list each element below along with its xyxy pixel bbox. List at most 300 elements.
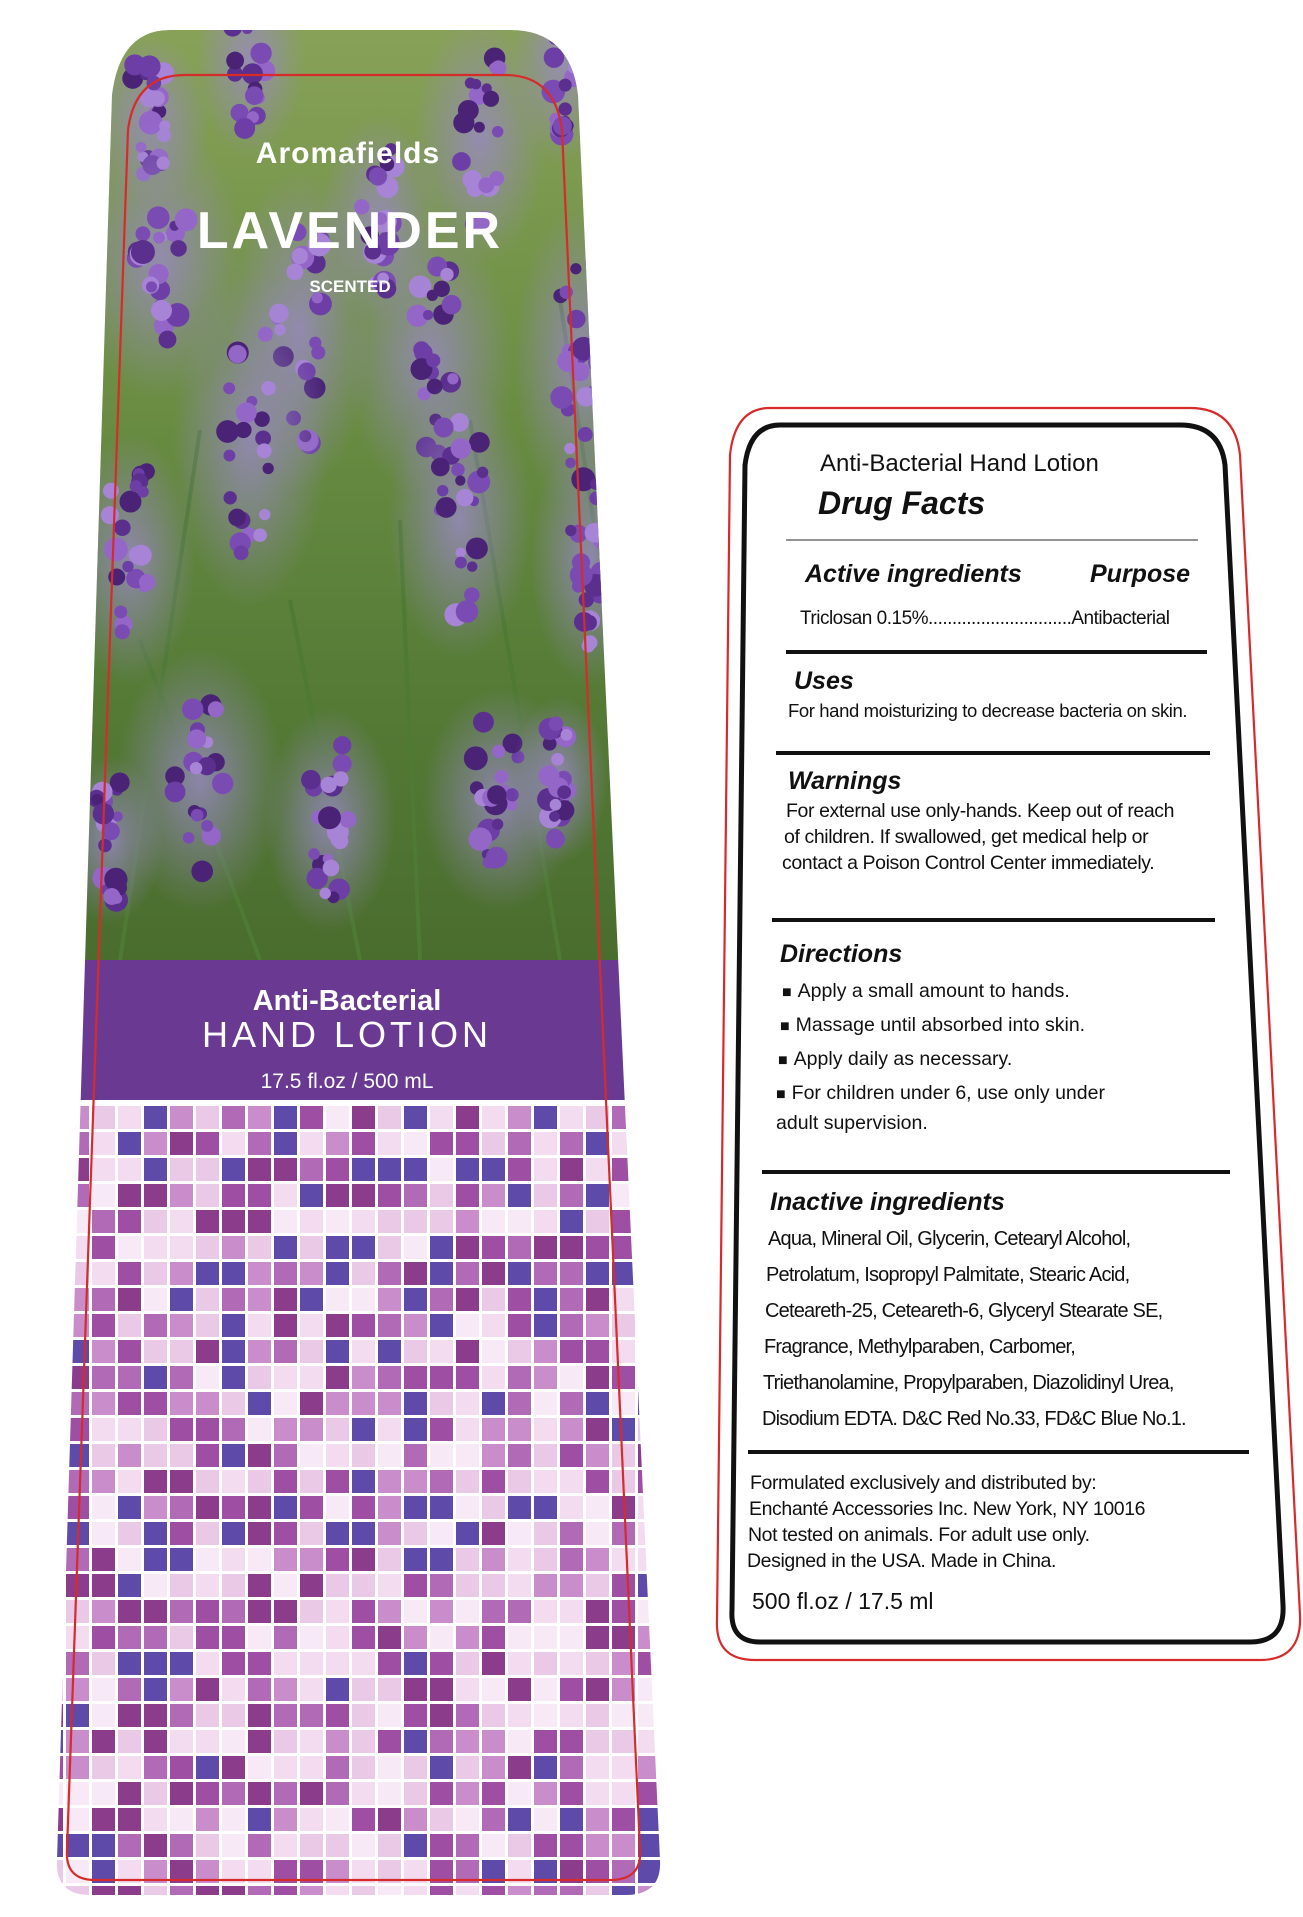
- mosaic-tile: [378, 1548, 401, 1571]
- lavender-floret: [547, 0, 570, 20]
- mosaic-tile: [66, 1678, 89, 1701]
- mosaic-tile: [40, 1808, 63, 1831]
- mosaic-tile: [612, 1548, 635, 1571]
- mosaic-tile: [378, 1756, 401, 1779]
- lavender-floret: [323, 860, 340, 877]
- lavender-floret: [558, 102, 571, 115]
- mosaic-tile: [66, 1262, 89, 1285]
- directions-item: ■ Apply daily as necessary.: [778, 1048, 1012, 1071]
- mosaic-tile: [92, 1314, 115, 1337]
- mosaic-tile: [300, 1158, 323, 1181]
- lavender-floret: [489, 63, 499, 73]
- mosaic-tile: [482, 1314, 505, 1337]
- lavender-floret: [456, 600, 478, 622]
- mosaic-tile: [586, 1834, 609, 1857]
- mosaic-tile: [144, 1574, 167, 1597]
- mosaic-tile: [92, 1600, 115, 1623]
- lavender-floret: [258, 14, 270, 26]
- mosaic-tile: [586, 1444, 609, 1467]
- mosaic-tile: [196, 1834, 219, 1857]
- lavender-floret: [259, 509, 270, 520]
- mosaic-tile: [118, 1496, 141, 1519]
- lavender-floret: [108, 569, 125, 586]
- directions-tail: adult supervision.: [776, 1112, 928, 1134]
- lavender-floret: [190, 762, 202, 774]
- distributor-line: Formulated exclusively and distributed by:: [750, 1472, 1097, 1494]
- mosaic-tile: [144, 1522, 167, 1545]
- mosaic-tile: [560, 1158, 583, 1181]
- flower-stem: [60, 300, 100, 700]
- mosaic-tile: [456, 1704, 479, 1727]
- mosaic-tile: [274, 1782, 297, 1805]
- lavender-floret: [253, 528, 267, 542]
- mosaic-tile: [170, 1262, 193, 1285]
- mosaic-tile: [274, 1678, 297, 1701]
- mosaic-tile: [352, 1236, 375, 1259]
- mosaic-tile: [534, 1106, 557, 1129]
- mosaic-tile: [248, 1626, 271, 1649]
- lavender-floret: [540, 6, 563, 29]
- lavender-floret: [333, 736, 351, 754]
- mosaic-tile: [248, 1288, 271, 1311]
- mosaic-tile: [326, 1834, 349, 1857]
- mosaic-tile: [430, 1444, 453, 1467]
- mosaic-tile: [144, 1496, 167, 1519]
- mosaic-tile: [638, 1418, 661, 1441]
- inactive-heading: Inactive ingredients: [770, 1188, 1005, 1216]
- mosaic-tile: [248, 1756, 271, 1779]
- mosaic-tile: [248, 1522, 271, 1545]
- mosaic-tile: [196, 1418, 219, 1441]
- mosaic-tile: [534, 1808, 557, 1831]
- mosaic-tile: [456, 1132, 479, 1155]
- mosaic-tile: [222, 1158, 245, 1181]
- mosaic-tile: [196, 1392, 219, 1415]
- mosaic-tile: [560, 1678, 583, 1701]
- mosaic-tile: [404, 1314, 427, 1337]
- lavender-floret: [131, 240, 155, 264]
- lavender-floret: [138, 55, 160, 77]
- mosaic-tile: [274, 1314, 297, 1337]
- mosaic-tile: [560, 1730, 583, 1753]
- mosaic-tile: [222, 1834, 245, 1857]
- mosaic-tile: [560, 1600, 583, 1623]
- lavender-floret: [590, 478, 601, 489]
- mosaic-tile: [404, 1470, 427, 1493]
- mosaic-tile: [248, 1106, 271, 1129]
- lavender-floret: [191, 861, 213, 883]
- mosaic-tile: [534, 1652, 557, 1675]
- flower-glow: [64, 434, 196, 686]
- mosaic-tile: [404, 1210, 427, 1233]
- lavender-floret: [228, 509, 246, 527]
- mosaic-tile: [300, 1418, 323, 1441]
- mosaic-tile: [66, 1704, 89, 1727]
- mosaic-tile: [482, 1652, 505, 1675]
- mosaic-tile: [612, 1132, 635, 1155]
- mosaic-tile: [144, 1158, 167, 1181]
- mosaic-tile: [326, 1730, 349, 1753]
- mosaic-tile: [118, 1522, 141, 1545]
- mosaic-tile: [196, 1444, 219, 1467]
- mosaic-tile: [534, 1782, 557, 1805]
- mosaic-tile: [404, 1106, 427, 1129]
- mosaic-tile: [326, 1548, 349, 1571]
- mosaic-tile: [560, 1236, 583, 1259]
- mosaic-tile: [144, 1782, 167, 1805]
- mosaic-tile: [326, 1262, 349, 1285]
- lavender-floret: [223, 18, 242, 37]
- mosaic-tile: [378, 1626, 401, 1649]
- mosaic-tile: [664, 1366, 687, 1389]
- lavender-floret: [434, 418, 454, 438]
- mosaic-tile: [430, 1756, 453, 1779]
- mosaic-tile: [378, 1782, 401, 1805]
- lavender-floret: [426, 353, 440, 367]
- mosaic-tile: [326, 1522, 349, 1545]
- mosaic-tile: [300, 1184, 323, 1207]
- mosaic-tile: [404, 1600, 427, 1623]
- mosaic-tile: [222, 1548, 245, 1571]
- mosaic-tile: [508, 1704, 531, 1727]
- mosaic-tile: [170, 1626, 193, 1649]
- mosaic-tile: [92, 1574, 115, 1597]
- mosaic-tile: [66, 1834, 89, 1857]
- mosaic-tile: [222, 1652, 245, 1675]
- lavender-floret: [153, 232, 165, 244]
- mosaic-tile: [222, 1756, 245, 1779]
- mosaic-tile: [300, 1314, 323, 1337]
- mosaic-tile: [118, 1184, 141, 1207]
- mosaic-tile: [352, 1392, 375, 1415]
- mosaic-pattern: [40, 1106, 687, 1909]
- mosaic-tile: [456, 1470, 479, 1493]
- mosaic-tile: [560, 1496, 583, 1519]
- mosaic-tile: [638, 1158, 661, 1181]
- lavender-floret: [588, 351, 610, 373]
- mosaic-tile: [326, 1808, 349, 1831]
- mosaic-tile: [508, 1626, 531, 1649]
- lavender-floret: [576, 387, 596, 407]
- mosaic-tile: [40, 1236, 63, 1259]
- mosaic-tile: [144, 1548, 167, 1571]
- lavender-floret: [559, 79, 572, 92]
- lavender-floret: [474, 122, 485, 133]
- mosaic-tile: [300, 1496, 323, 1519]
- mosaic-tile: [482, 1886, 505, 1909]
- mosaic-tile: [430, 1210, 453, 1233]
- mosaic-tile: [456, 1496, 479, 1519]
- mosaic-tile: [300, 1210, 323, 1233]
- mosaic-tile: [430, 1418, 453, 1441]
- mosaic-tile: [638, 1444, 661, 1467]
- mosaic-tile: [482, 1574, 505, 1597]
- mosaic-tile: [560, 1704, 583, 1727]
- mosaic-tile: [248, 1730, 271, 1753]
- mosaic-tile: [560, 1106, 583, 1129]
- mosaic-tile: [586, 1392, 609, 1415]
- mosaic-tile: [508, 1834, 531, 1857]
- mosaic-tile: [300, 1704, 323, 1727]
- mosaic-tile: [170, 1106, 193, 1129]
- mosaic-tile: [508, 1132, 531, 1155]
- mosaic-tile: [92, 1470, 115, 1493]
- lavender-floret: [544, 47, 564, 67]
- mosaic-tile: [248, 1496, 271, 1519]
- mosaic-tile: [664, 1314, 687, 1337]
- mosaic-tile: [144, 1366, 167, 1389]
- lavender-floret: [550, 386, 573, 409]
- lavender-floret: [122, 561, 133, 572]
- lavender-floret: [554, 30, 569, 45]
- mosaic-tile: [430, 1730, 453, 1753]
- mosaic-tile: [586, 1314, 609, 1337]
- mosaic-tile: [92, 1548, 115, 1571]
- mosaic-tile: [170, 1366, 193, 1389]
- mosaic-tile: [66, 1132, 89, 1155]
- mosaic-tile: [534, 1314, 557, 1337]
- mosaic-tile: [482, 1392, 505, 1415]
- mosaic-tile: [300, 1522, 323, 1545]
- mosaic-tile: [560, 1548, 583, 1571]
- mosaic-tile: [66, 1106, 89, 1129]
- mosaic-tile: [40, 1184, 63, 1207]
- mosaic-tile: [170, 1444, 193, 1467]
- mosaic-tile: [222, 1600, 245, 1623]
- mosaic-tile: [222, 1366, 245, 1389]
- mosaic-tile: [144, 1340, 167, 1363]
- lavender-floret: [559, 0, 570, 9]
- mosaic-tile: [40, 1262, 63, 1285]
- mosaic-tile: [326, 1132, 349, 1155]
- mosaic-tile: [482, 1158, 505, 1181]
- mosaic-tile: [170, 1158, 193, 1181]
- directions-item: ■ For children under 6, use only under: [776, 1082, 1105, 1105]
- lavender-floret: [451, 463, 464, 476]
- mosaic-tile: [144, 1262, 167, 1285]
- mosaic-tile: [508, 1444, 531, 1467]
- mosaic-tile: [144, 1834, 167, 1857]
- mosaic-tile: [118, 1756, 141, 1779]
- lavender-floret: [436, 497, 457, 518]
- mosaic-tile: [326, 1288, 349, 1311]
- mosaic-tile: [144, 1418, 167, 1441]
- lavender-floret: [308, 848, 320, 860]
- mosaic-tile: [404, 1132, 427, 1155]
- lavender-floret: [565, 525, 576, 536]
- lavender-floret: [455, 547, 465, 557]
- mosaic-tile: [118, 1470, 141, 1493]
- mosaic-tile: [170, 1496, 193, 1519]
- mosaic-tile: [560, 1314, 583, 1337]
- mosaic-tile: [456, 1288, 479, 1311]
- mosaic-tile: [300, 1548, 323, 1571]
- mosaic-tile: [586, 1782, 609, 1805]
- mosaic-tile: [378, 1652, 401, 1675]
- lavender-floret: [572, 337, 596, 361]
- mosaic-tile: [664, 1340, 687, 1363]
- mosaic-tile: [222, 1730, 245, 1753]
- mosaic-tile: [144, 1444, 167, 1467]
- mosaic-tile: [274, 1626, 297, 1649]
- mosaic-tile: [40, 1600, 63, 1623]
- mosaic-tile: [222, 1340, 245, 1363]
- mosaic-tile: [430, 1184, 453, 1207]
- mosaic-tile: [586, 1236, 609, 1259]
- mosaic-tile: [118, 1210, 141, 1233]
- mosaic-tile: [508, 1470, 531, 1493]
- mosaic-tile: [456, 1652, 479, 1675]
- mosaic-tile: [456, 1184, 479, 1207]
- mosaic-tile: [404, 1704, 427, 1727]
- mosaic-tile: [326, 1782, 349, 1805]
- lavender-floret: [331, 835, 341, 845]
- mosaic-tile: [92, 1496, 115, 1519]
- lavender-floret: [464, 746, 488, 770]
- lavender-floret: [147, 206, 170, 229]
- mosaic-tile: [534, 1210, 557, 1233]
- mosaic-tile: [482, 1470, 505, 1493]
- lavender-floret: [261, 381, 276, 396]
- mosaic-tile: [196, 1548, 219, 1571]
- mosaic-tile: [482, 1730, 505, 1753]
- lavender-floret: [592, 362, 604, 374]
- mosaic-tile: [40, 1158, 63, 1181]
- mosaic-tile: [664, 1652, 687, 1675]
- mosaic-tile: [482, 1522, 505, 1545]
- mosaic-tile: [92, 1756, 115, 1779]
- lavender-floret: [585, 255, 602, 272]
- mosaic-tile: [170, 1470, 193, 1493]
- mosaic-tile: [612, 1158, 635, 1181]
- mosaic-tile: [664, 1600, 687, 1623]
- mosaic-tile: [664, 1470, 687, 1493]
- purpose-heading: Purpose: [1090, 560, 1191, 588]
- mosaic-tile: [118, 1132, 141, 1155]
- mosaic-tile: [92, 1418, 115, 1441]
- mosaic-tile: [534, 1834, 557, 1857]
- mosaic-tile: [40, 1132, 63, 1155]
- mosaic-tile: [196, 1600, 219, 1623]
- mosaic-tile: [664, 1522, 687, 1545]
- lavender-floret: [159, 331, 177, 349]
- mosaic-tile: [378, 1496, 401, 1519]
- mosaic-tile: [482, 1184, 505, 1207]
- mosaic-tile: [482, 1210, 505, 1233]
- mosaic-tile: [560, 1366, 583, 1389]
- mosaic-tile: [222, 1288, 245, 1311]
- mosaic-tile: [456, 1886, 479, 1909]
- mosaic-tile: [92, 1730, 115, 1753]
- lavender-floret: [551, 753, 564, 766]
- drug-facts-label: [700, 380, 1303, 1680]
- mosaic-tile: [378, 1808, 401, 1831]
- lavender-floret: [250, 43, 271, 64]
- mosaic-tile: [274, 1262, 297, 1285]
- lavender-floret: [593, 352, 603, 362]
- inactive-line: Triethanolamine, Propylparaben, Diazolidinyl Urea,: [763, 1372, 1174, 1394]
- mosaic-tile: [482, 1756, 505, 1779]
- mosaic-tile: [66, 1158, 89, 1181]
- mosaic-tile: [456, 1444, 479, 1467]
- mosaic-tile: [378, 1210, 401, 1233]
- mosaic-tile: [300, 1106, 323, 1129]
- mosaic-tile: [170, 1600, 193, 1623]
- mosaic-tile: [170, 1808, 193, 1831]
- mosaic-tile: [40, 1574, 63, 1597]
- lavender-floret: [579, 592, 594, 607]
- lavender-floret: [589, 491, 603, 505]
- mosaic-tile: [508, 1236, 531, 1259]
- lavender-floret: [228, 345, 246, 363]
- mosaic-tile: [638, 1522, 661, 1545]
- mosaic-tile: [560, 1574, 583, 1597]
- mosaic-tile: [196, 1808, 219, 1831]
- mosaic-tile: [612, 1522, 635, 1545]
- lavender-floret: [319, 888, 330, 899]
- mosaic-tile: [482, 1132, 505, 1155]
- mosaic-tile: [144, 1756, 167, 1779]
- mosaic-tile: [92, 1158, 115, 1181]
- mosaic-tile: [482, 1678, 505, 1701]
- mosaic-tile: [274, 1184, 297, 1207]
- mosaic-tile: [482, 1600, 505, 1623]
- mosaic-tile: [144, 1132, 167, 1155]
- mosaic-tile: [300, 1574, 323, 1597]
- mosaic-tile: [664, 1834, 687, 1857]
- mosaic-tile: [222, 1184, 245, 1207]
- mosaic-tile: [560, 1756, 583, 1779]
- mosaic-tile: [300, 1678, 323, 1701]
- mosaic-tile: [144, 1600, 167, 1623]
- lavender-floret: [492, 745, 505, 758]
- distributor-line: Designed in the USA. Made in China.: [747, 1550, 1057, 1572]
- mosaic-tile: [638, 1392, 661, 1415]
- mosaic-tile: [248, 1574, 271, 1597]
- mosaic-tile: [144, 1704, 167, 1727]
- mosaic-tile: [274, 1418, 297, 1441]
- mosaic-tile: [248, 1366, 271, 1389]
- directions-item: ■ Massage until absorbed into skin.: [780, 1014, 1085, 1037]
- mosaic-tile: [586, 1756, 609, 1779]
- mosaic-tile: [196, 1236, 219, 1259]
- lavender-floret: [208, 701, 224, 717]
- lavender-floret: [455, 557, 467, 569]
- lavender-floret: [301, 770, 321, 790]
- mosaic-tile: [352, 1574, 375, 1597]
- mosaic-tile: [638, 1184, 661, 1207]
- mosaic-tile: [456, 1834, 479, 1857]
- mosaic-tile: [248, 1470, 271, 1493]
- mosaic-tile: [508, 1574, 531, 1597]
- mosaic-tile: [352, 1600, 375, 1623]
- mosaic-tile: [430, 1158, 453, 1181]
- mosaic-tile: [222, 1808, 245, 1831]
- mosaic-tile: [40, 1626, 63, 1649]
- mosaic-tile: [196, 1886, 219, 1909]
- mosaic-tile: [638, 1340, 661, 1363]
- mosaic-tile: [66, 1652, 89, 1675]
- mosaic-tile: [248, 1444, 271, 1467]
- mosaic-tile: [196, 1106, 219, 1129]
- mosaic-tile: [352, 1470, 375, 1493]
- mosaic-tile: [352, 1314, 375, 1337]
- mosaic-tile: [534, 1470, 557, 1493]
- mosaic-tile: [274, 1834, 297, 1857]
- mosaic-tile: [170, 1756, 193, 1779]
- mosaic-tile: [352, 1678, 375, 1701]
- mosaic-tile: [534, 1262, 557, 1285]
